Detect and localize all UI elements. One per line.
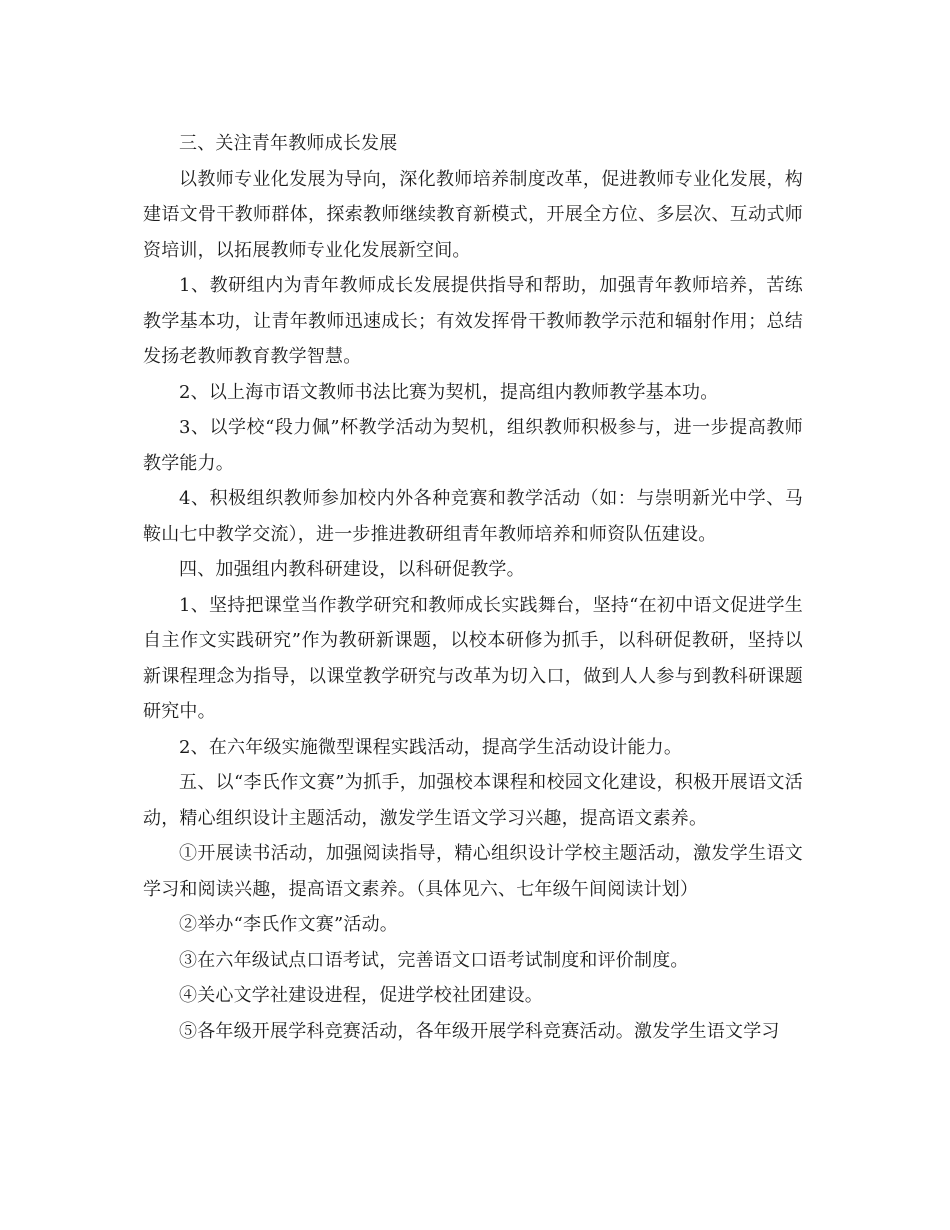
section-heading-5: 五、以“李氏作文赛”为抓手，加强校本课程和校园文化建设，积极开展语文活动，精心组织设计主题活动，激发学生语文学习兴趣，提高语文素养。 [143, 772, 803, 829]
list-item: ②举办“李氏作文赛”活动。 [179, 914, 399, 935]
list-item: 1、教研组内为青年教师成长发展提供指导和帮助，加强青年教师培养，苦练教学基本功，让青年教师迅速成长；有效发挥骨干教师教学示范和辐射作用；总结发扬老教师教育教学智慧。 [143, 275, 803, 367]
list-item: ④关心文学社建设进程，促进学校社团建设。 [179, 985, 543, 1006]
list-item: 4、积极组织教师参加校内外各种竞赛和教学活动（如：与崇明新光中学、马鞍山七中教学交流），进一步推进教研组青年教师培养和师资队伍建设。 [143, 488, 803, 545]
section-heading-3: 三、关注青年教师成长发展 [179, 133, 398, 154]
paragraph: 以教师专业化发展为导向，深化教师培养制度改革，促进教师专业化发展，构建语文骨干教师群体，探索教师继续教育新模式，开展全方位、多层次、互动式师资培训，以拓展教师专业化发展新空间。 [143, 168, 803, 261]
list-item: ③在六年级试点口语考试，完善语文口语考试制度和评价制度。 [179, 949, 689, 971]
section-heading-4: 四、加强组内教科研建设，以科研促教学。 [179, 559, 525, 580]
list-item: 2、以上海市语文教师书法比赛为契机，提高组内教师教学基本功。 [179, 381, 719, 403]
list-item: 3、以学校“段力佩”杯教学活动为契机，组织教师积极参与，进一步提高教师教学能力。 [143, 417, 803, 474]
list-item: ⑤各年级开展学科竞赛活动，各年级开展学科竞赛活动。激发学生语文学习 [179, 1020, 780, 1042]
list-item: ①开展读书活动，加强阅读指导，精心组织设计学校主题活动，激发学生语文学习和阅读兴趣，提高语文素养。（具体见六、七年级午间阅读计划） [143, 843, 803, 900]
document-body [143, 126, 803, 1049]
list-item: 2、在六年级实施微型课程实践活动，提高学生活动设计能力。 [179, 736, 683, 758]
list-item: 1、坚持把课堂当作教学研究和教师成长实践舞台，坚持“在初中语文促进学生自主作文实践研究”作为教研新课题，以校本研修为抓手，以科研促教研，坚持以新课程理念为指导，以课堂教学研究与改革为切入口，做到人人参与到教科研课题研究中。 [143, 594, 803, 722]
